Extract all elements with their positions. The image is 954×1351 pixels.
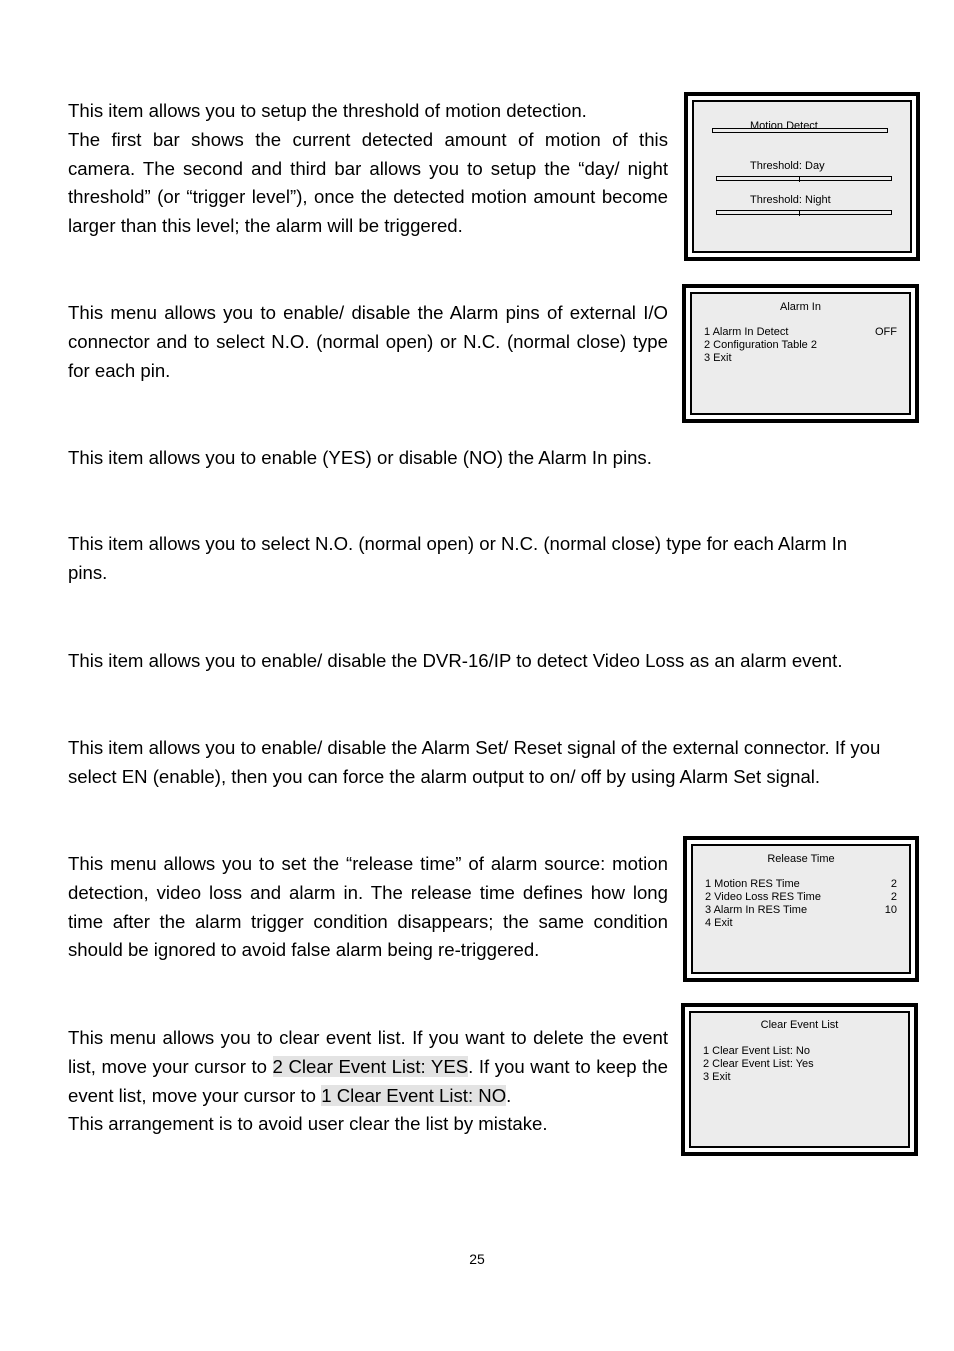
clear-event-list-menu-title: Clear Event List: [760, 1019, 839, 1031]
release-time-menu: [683, 836, 919, 982]
menu-item-label: 1 Alarm In Detect: [704, 326, 789, 338]
clear-event-text-a: This menu allows you to clear event list. If you want to delete the event list, move your cursor to: [68, 1027, 668, 1077]
menu-item-label: 2 Configuration Table 2: [704, 339, 817, 351]
alarm-set-text: This item allows you to enable/ disable the Alarm Set/ Reset signal of the external connector. If you select EN (enable), then you can force the alarm output to on/ off by using Alarm Set signal.: [68, 737, 881, 787]
menu-item-video-loss-res-time[interactable]: [705, 891, 897, 904]
menu-item-motion-res-time[interactable]: [705, 878, 897, 891]
menu-item-value: OFF: [875, 326, 897, 338]
menu-item-value: 2: [890, 891, 897, 903]
clear-event-text-c: .: [506, 1084, 512, 1106]
menu-item-clear-event-yes[interactable]: [703, 1058, 896, 1071]
threshold-night-slider[interactable]: [716, 210, 892, 215]
alarm-in-screen: [690, 292, 911, 415]
threshold-day-label: Threshold: Day: [750, 160, 825, 172]
page-number: 25: [469, 1251, 485, 1267]
menu-item-value: 10: [884, 904, 897, 916]
configuration-table-text: This item allows you to select N.O. (normal open) or N.C. (normal close) type for each Alarm In pins.: [68, 533, 848, 583]
threshold-day-marker[interactable]: [799, 176, 800, 182]
menu-item-label: 2 Clear Event List: Yes: [703, 1058, 814, 1070]
motion-intro-line: This item allows you to setup the threshold of motion detection.: [68, 100, 587, 121]
menu-item-label: 1 Motion RES Time: [705, 878, 800, 890]
alarm-in-detect-text: This item allows you to enable (YES) or disable (NO) the Alarm In pins.: [68, 447, 652, 468]
menu-item-exit[interactable]: [705, 917, 897, 930]
motion-description: The first bar shows the current detected amount of motion of this camera. The second and third bar allows you to setup the “day/ night threshold” (or “trigger level”), once the detected motion amount become larger than this level; the alarm will be triggered.: [68, 128, 668, 237]
menu-item-alarm-in-detect[interactable]: [704, 326, 897, 339]
menu-item-clear-event-no[interactable]: [703, 1045, 896, 1058]
clear-event-text-b: . If you want to keep the event list, move your cursor to: [68, 1055, 668, 1106]
threshold-day-slider[interactable]: [716, 176, 892, 181]
alarm-in-description: This menu allows you to enable/ disable the Alarm pins of external I/O connector and to select N.O. (normal open) or N.C. (normal close) type for each pin.: [68, 302, 668, 381]
alarm-in-menu-title: Alarm In: [780, 301, 821, 313]
motion-detect-screen: [692, 100, 912, 253]
clear-event-yes-highlight: 2 Clear Event List: YES: [272, 1055, 469, 1077]
menu-item-label: 4 Exit: [705, 917, 733, 929]
clear-event-no-highlight: 1 Clear Event List: NO: [321, 1084, 507, 1106]
menu-item-alarm-in-res-time[interactable]: [705, 904, 897, 917]
clear-event-list-menu: [681, 1003, 918, 1156]
release-time-screen: [691, 844, 911, 974]
release-time-menu-title: Release Time: [767, 853, 835, 865]
menu-item-label: 1 Clear Event List: No: [703, 1045, 810, 1057]
menu-item-configuration-table[interactable]: [704, 339, 897, 352]
release-time-description: This menu allows you to set the “release time” of alarm source: motion detection, video loss and alarm in. The release time defines how long time after the alarm trigger condition disappears; the same condition should be ignored to avoid false alarm being re-triggered.: [68, 853, 668, 961]
threshold-night-marker[interactable]: [799, 210, 800, 216]
clear-event-list-screen: [689, 1011, 910, 1148]
menu-item-exit[interactable]: [704, 352, 897, 365]
video-loss-text: This item allows you to enable/ disable the DVR-16/IP to detect Video Loss as an alarm event.: [68, 650, 843, 671]
menu-item-exit[interactable]: [703, 1071, 896, 1084]
motion-detect-menu: [684, 92, 920, 261]
clear-event-description: [68, 1024, 668, 1139]
menu-item-label: 3 Alarm In RES Time: [705, 904, 808, 916]
menu-item-label: 3 Exit: [703, 1071, 731, 1083]
clear-event-note: This arrangement is to avoid user clear the list by mistake.: [68, 1113, 548, 1135]
menu-item-value: 2: [890, 878, 897, 890]
menu-item-label: 3 Exit: [704, 352, 732, 364]
motion-intro-text: [68, 97, 668, 241]
threshold-night-label: Threshold: Night: [750, 194, 831, 206]
alarm-in-menu: [682, 284, 919, 423]
menu-item-label: 2 Video Loss RES Time: [705, 891, 821, 903]
motion-detect-label: Motion Detect: [750, 120, 818, 132]
